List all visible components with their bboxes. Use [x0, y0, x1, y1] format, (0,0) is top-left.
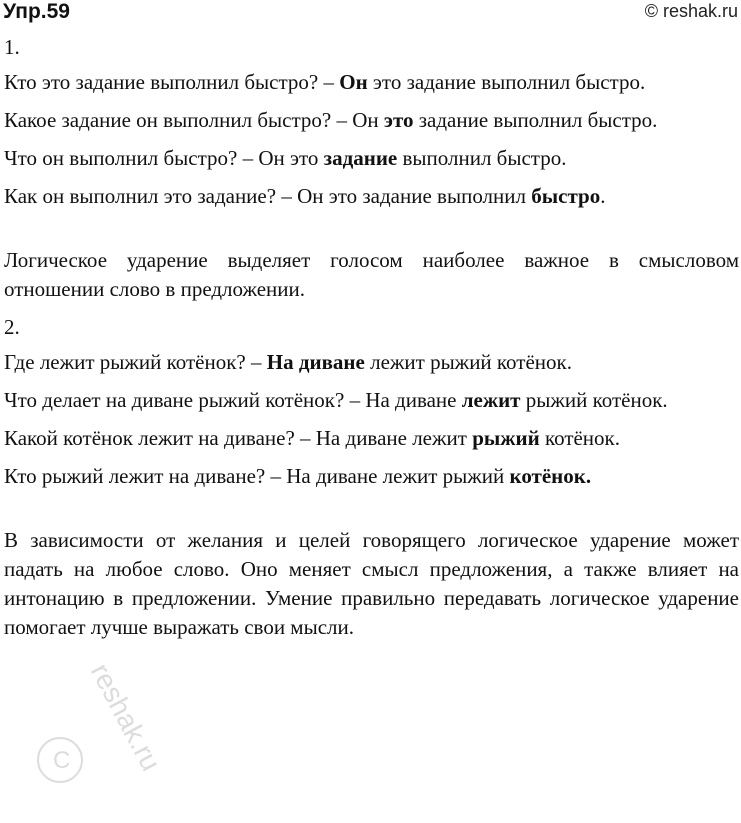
section-2-conclusion: В зависимости от желания и целей говорящего логическое ударение может падать на любое слово. Оно меняет смысл предложения, а также влияет на интонацию в предложении. Умение правильно передавать логическое ударение помогает лучше выражать свои мысли.	[4, 528, 739, 639]
section-2-line	[4, 462, 739, 491]
page-header	[0, 0, 741, 30]
line-text: Что он выполнил быстро? – Он это	[4, 146, 324, 170]
stressed-word: лежит	[461, 388, 521, 412]
stressed-word: это	[383, 108, 414, 132]
stressed-word: котёнок.	[509, 464, 592, 488]
line-text: рыжий котёнок.	[520, 388, 668, 412]
line-text: Как он выполнил это задание? – Он это задание выполнил	[4, 184, 532, 208]
stressed-word: быстро	[531, 184, 601, 208]
line-text: Что делает на диване рыжий котёнок? – На диване	[4, 388, 462, 412]
section-2-number: 2.	[4, 315, 20, 339]
line-text: Кто это задание выполнил быстро? –	[4, 70, 340, 94]
copyright-circle-icon	[38, 738, 82, 782]
section-1-number: 1.	[4, 35, 20, 59]
site-credit: © reshak.ru	[644, 1, 738, 21]
section-2-line	[4, 348, 739, 377]
line-text: лежит рыжий котёнок.	[364, 350, 572, 374]
stressed-word: На диване	[266, 350, 365, 374]
line-text: это задание выполнил быстро.	[367, 70, 646, 94]
line-text: Где лежит рыжий котёнок? –	[4, 350, 267, 374]
line-text: котёнок.	[539, 426, 621, 450]
line-text: задание выполнил быстро.	[413, 108, 658, 132]
section-1-line	[4, 106, 739, 135]
watermark-logo	[20, 650, 167, 810]
exercise-content	[4, 33, 739, 651]
line-text: Какой котёнок лежит на диване? – На диване лежит	[4, 426, 473, 450]
line-text: выполнил быстро.	[397, 146, 567, 170]
watermark-text: reshak.ru	[84, 658, 167, 776]
stressed-word: рыжий	[472, 426, 540, 450]
section-2-line	[4, 424, 739, 453]
stressed-word: задание	[323, 146, 398, 170]
section-1-explanation: Логическое ударение выделяет голосом наиболее важное в смысловом отношении слово в предложении.	[4, 248, 739, 301]
exercise-title: Упр.59	[3, 0, 70, 23]
section-1-line	[4, 144, 739, 173]
line-text: Кто рыжий лежит на диване? – На диване лежит рыжий	[4, 464, 510, 488]
copyright-letter: C	[53, 747, 71, 774]
line-text: Какое задание он выполнил быстро? – Он	[4, 108, 384, 132]
stressed-word: Он	[339, 70, 368, 94]
section-2-line	[4, 386, 739, 415]
section-1-line	[4, 68, 739, 97]
section-1-line	[4, 182, 739, 211]
line-text: .	[600, 184, 606, 208]
